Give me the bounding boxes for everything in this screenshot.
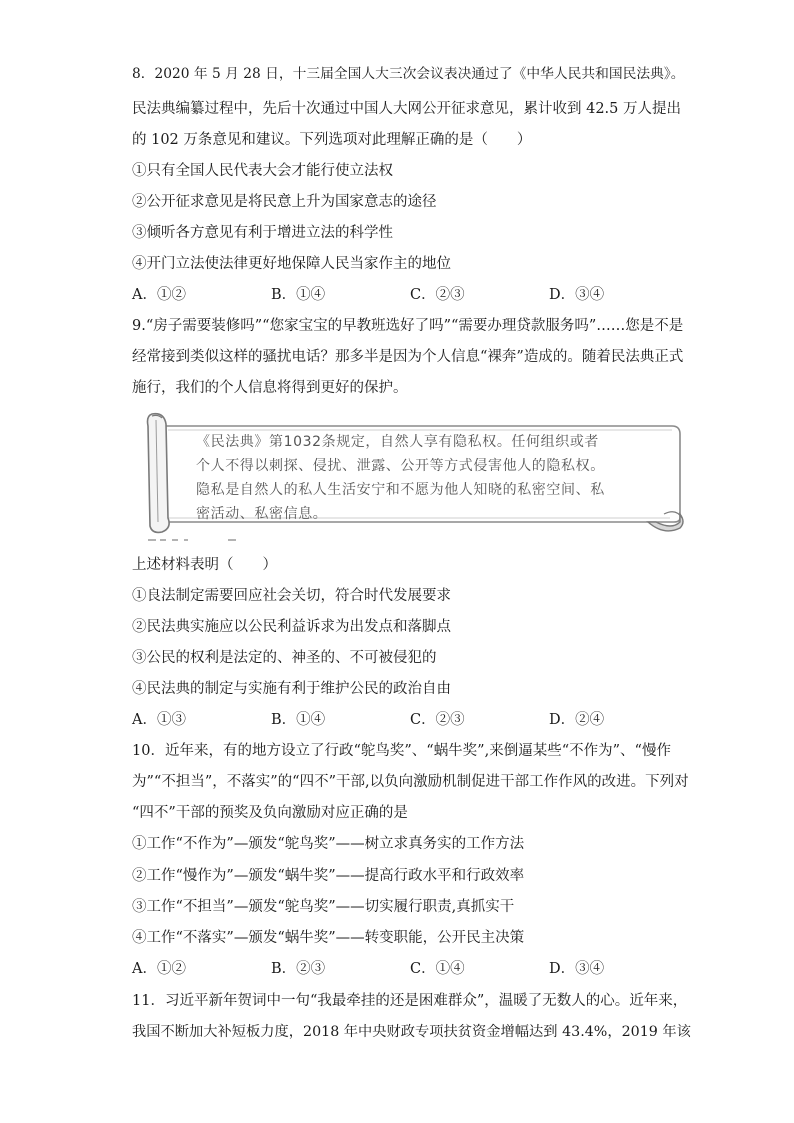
q10-options xyxy=(132,959,692,979)
law-excerpt-line-2: 个人不得以刺探、侵扰、泄露、公开等方式侵害他人的隐私权。 xyxy=(196,458,605,474)
scan-artifact-mark xyxy=(148,538,238,542)
q8-option-c[interactable]: C．②③ xyxy=(410,287,465,303)
q9-stem-line-1: 9.“房子需要装修吗”“您家宝宝的早教班选好了吗”“需要办理贷款服务吗”……您是不是 xyxy=(132,318,684,334)
q9-item-3: ③公民的权利是法定的、神圣的、不可被侵犯的 xyxy=(132,650,437,666)
q10-item-1: ①工作“不作为”—颁发“鸵鸟奖”——树立求真务实的工作方法 xyxy=(132,836,525,852)
q10-stem-line-3: “四不”干部的预奖及负向激励对应正确的是 xyxy=(132,805,408,821)
q9-stem-line-2: 经常接到类似这样的骚扰电话？那多半是因为个人信息“裸奔”造成的。随着民法典正式 xyxy=(132,349,684,365)
q9-option-b[interactable]: B．①④ xyxy=(271,712,326,728)
q9-option-c[interactable]: C．②③ xyxy=(410,712,465,728)
q9-item-1: ①良法制定需要回应社会关切，符合时代发展要求 xyxy=(132,588,451,604)
law-excerpt-line-1: 《民法典》第1032条规定，自然人享有隐私权。任何组织或者 xyxy=(196,434,600,450)
q10-option-a[interactable]: A．①② xyxy=(132,961,186,977)
q8-item-1: ①只有全国人民代表大会才能行使立法权 xyxy=(132,163,393,179)
law-excerpt-scroll xyxy=(144,410,686,536)
q8-option-b[interactable]: B．①④ xyxy=(271,287,326,303)
q8-item-3: ③倾听各方意见有利于增进立法的科学性 xyxy=(132,225,393,241)
law-excerpt-line-4: 密活动、私密信息。 xyxy=(196,506,328,522)
q10-item-4: ④工作“不落实”—颁发“蜗牛奖”——转变职能，公开民主决策 xyxy=(132,930,525,946)
q9-stem-line-3: 施行，我们的个人信息将得到更好的保护。 xyxy=(132,380,408,396)
q8-option-d[interactable]: D．③④ xyxy=(549,287,605,303)
q10-stem-line-1: 10．近年来，有的地方设立了行政“鸵鸟奖”、“蜗牛奖”,来倒逼某些“不作为”、“慢作 xyxy=(132,743,671,759)
q10-item-2: ②工作“慢作为”—颁发“蜗牛奖”——提高行政水平和行政效率 xyxy=(132,868,525,884)
q9-item-4: ④民法典的制定与实施有利于维护公民的政治自由 xyxy=(132,681,451,697)
q8-stem-line-1: 8．2020 年 5 月 28 日，十三届全国人大三次会议表决通过了《中华人民共和国民法典》。 xyxy=(132,66,685,82)
q10-item-3: ③工作“不担当”—颁发“鸵鸟奖”——切实履行职责,真抓实干 xyxy=(132,899,515,915)
q10-option-c[interactable]: C．①④ xyxy=(410,961,465,977)
q9-options xyxy=(132,710,692,730)
q9-option-a[interactable]: A．①③ xyxy=(132,712,186,728)
q10-option-d[interactable]: D．③④ xyxy=(549,961,605,977)
q11-stem-line-2: 我国不断加大补短板力度，2018 年中央财政专项扶贫资金增幅达到 43.4%，2019 年该 xyxy=(132,1024,691,1040)
law-excerpt-text xyxy=(196,430,666,526)
q11-stem-line-1: 11．习近平新年贺词中一句“我最牵挂的还是困难群众”，温暖了无数人的心。近年来， xyxy=(132,993,688,1009)
q10-stem-line-2: 为”“不担当”，不落实”的“四不”干部,以负向激励机制促进干部工作作风的改进。下列对 xyxy=(132,774,689,790)
q9-question-stem: 上述材料表明（ ） xyxy=(132,557,277,573)
q8-stem-line-2: 民法典编纂过程中，先后十次通过中国人大网公开征求意见，累计收到 42.5 万人提出 xyxy=(132,101,682,117)
q8-stem-line-3: 的 102 万条意见和建议。下列选项对此理解正确的是（ ） xyxy=(132,132,532,148)
q8-item-2: ②公开征求意见是将民意上升为国家意志的途径 xyxy=(132,194,437,210)
q9-item-2: ②民法典实施应以公民利益诉求为出发点和落脚点 xyxy=(132,619,451,635)
q9-option-d[interactable]: D．②④ xyxy=(549,712,605,728)
q8-options xyxy=(132,285,692,305)
law-excerpt-line-3: 隐私是自然人的私人生活安宁和不愿为他人知晓的私密空间、私 xyxy=(196,482,605,498)
q8-item-4: ④开门立法使法律更好地保障人民当家作主的地位 xyxy=(132,256,451,272)
q8-option-a[interactable]: A．①② xyxy=(132,287,186,303)
q10-option-b[interactable]: B．②③ xyxy=(271,961,326,977)
